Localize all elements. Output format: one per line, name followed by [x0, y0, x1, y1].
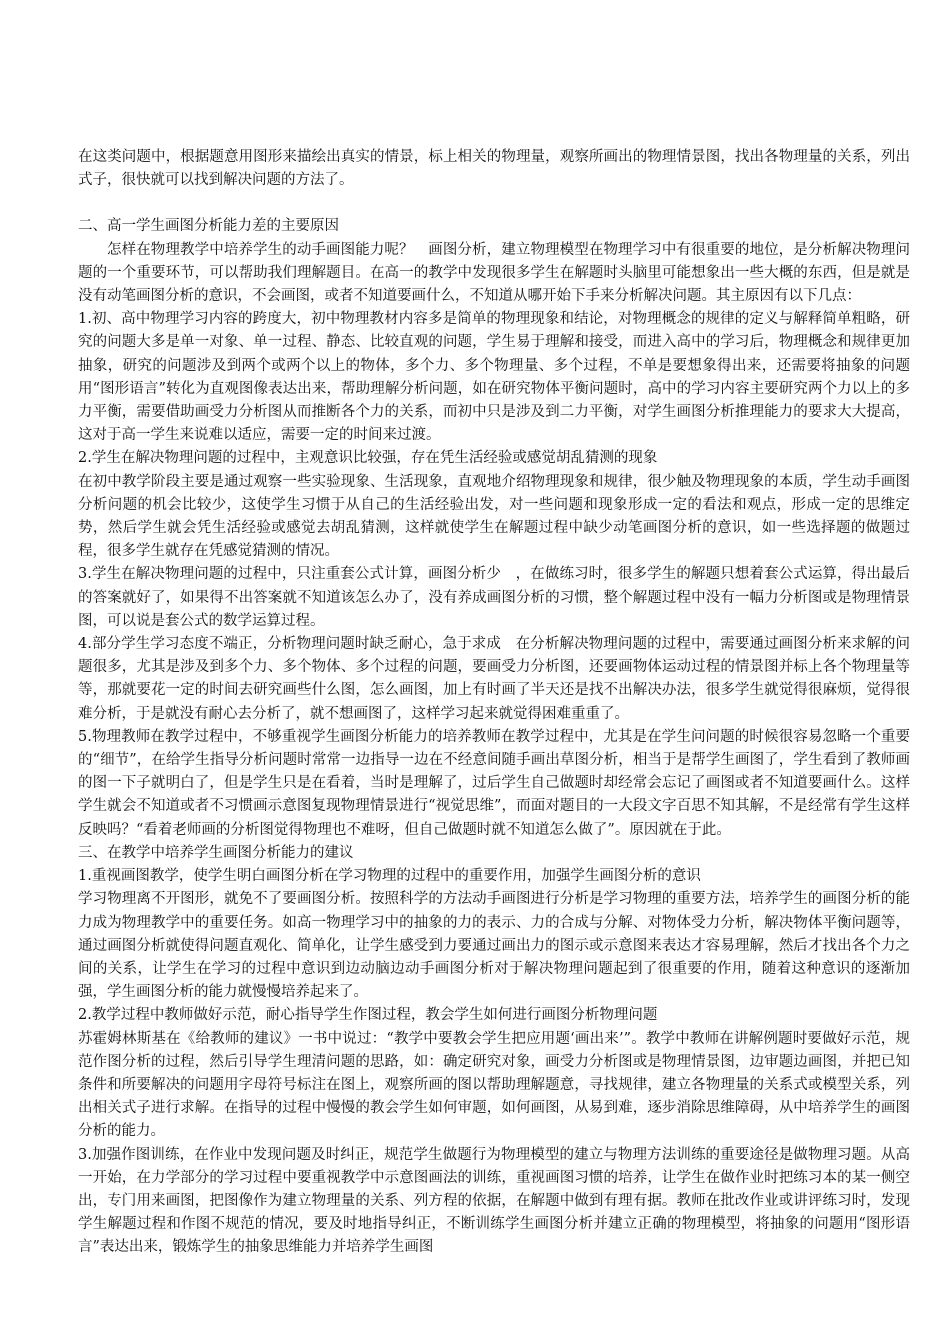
paragraph-section-2-intro: 怎样在物理教学中培养学生的动手画图能力呢？ 画图分析，建立物理模型在物理学习中有很重要的地位，是分析解决物理问题的一个重要环节，可以帮助我们理解题目。在高一的教学中发现很多学生在解题时头脑里可能想象出一些大概的东西，但是就是没有动笔画图分析的意识，不会画图，或者不知道要画什么，不知道从哪开始下手来分析解决问题。其主原因有以下几点： [78, 241, 910, 305]
paragraph-suggestion-1-body: 学习物理离不开图形，就免不了要画图分析。按照科学的方法动手画图进行分析是学习物理的重要方法，培养学生的画图分析的能力成为物理教学中的重要任务。如高一物理学习中的抽象的力的表示、力的合成与分解、对物体受力分析，解决物体平衡问题等，通过画图分析就使得问题直观化、简单化，让学生感受到力要通过画出力的图示或示意图来表达才容易理解，然后才找出各个力之间的关系，让学生在学习的过程中意识到边动脑边动手画图分析对于解决物理问题起到了很重要的作用，随着这种意识的逐渐加强，学生画图分析的能力就慢慢培养起来了。 [78, 891, 910, 1001]
paragraph-suggestion-2-title: 2.教学过程中教师做好示范，耐心指导学生作图过程，教会学生如何进行画图分析物理问题 [78, 1007, 658, 1024]
blank-line [78, 192, 910, 215]
document-body [78, 146, 910, 1260]
paragraph-reason-2-body: 在初中教学阶段主要是通过观察一些实验现象、生活现象，直观地介绍物理现象和规律，很少触及物理现象的本质，学生动手画图分析问题的机会比较少，这使学生习惯于从自己的生活经验出发，对一些问题和现象形成一定的看法和观点，形成一定的思维定势，然后学生就会凭生活经验或感觉去胡乱猜测，这样就使学生在解题过程中缺少动笔画图分析的意识，如一些选择题的做题过程，很多学生就存在凭感觉猜测的情况。 [78, 473, 910, 560]
section-heading-3: 三、在教学中培养学生画图分析能力的建议 [78, 844, 354, 861]
paragraph-reason-1: 1.初、高中物理学习内容的跨度大，初中物理教材内容多是简单的物理现象和结论，对物理概念的规律的定义与解释简单粗略，研究的问题大多是单一对象、单一过程、静态、比较直观的问题，学生易于理解和接受，而进入高中的学习后，物理概念和规律更加抽象，研究的问题涉及到两个或两个以上的物体，多个力、多个物理量、多个过程，不单是要想象得出来，还需要将抽象的问题用“图形语言”转化为直观图像表达出来，帮助理解分析问题，如在研究物体平衡问题时，高中的学习内容主要研究两个力以上的多力平衡，需要借助画受力分析图从而推断各个力的关系，而初中只是涉及到二力平衡，对学生画图分析推理能力的要求大大提高，这对于高一学生来说难以适应，需要一定的时间来过渡。 [78, 311, 910, 444]
paragraph-reason-3: 3.学生在解决物理问题的过程中，只注重套公式计算，画图分析少 ，在做练习时，很多学生的解题只想着套公式运算，得出最后的答案就好了，如果得不出答案就不知道该怎么办了，没有养成画图分析的习惯，整个解题过程中没有一幅力分析图或是物理情景图，可以说是套公式的数学运算过程。 [78, 566, 910, 629]
paragraph-suggestion-2-body: 苏霍姆林斯基在《给教师的建议》一书中说过：“教学中要教会学生把应用题‘画出来’”。教学中教师在讲解例题时要做好示范，规范作图分析的过程，然后引导学生理清问题的思路，如：确定研究对象，画受力分析图或是物理情景图，边审题边画图，并把已知条件和所要解决的问题用字母符号标注在图上，观察所画的图以帮助理解题意，寻找规律，建立各物理量的关系式或模型关系，列出相关式子进行求解。在指导的过程中慢慢的教会学生如何审题，如何画图，从易到难，逐步消除思维障碍，从中培养学生的画图分析的能力。 [78, 1030, 910, 1140]
section-heading-2: 二、高一学生画图分析能力差的主要原因 [78, 218, 339, 235]
paragraph-intro: 在这类问题中，根据题意用图形来描绘出真实的情景，标上相关的物理量，观察所画出的物理情景图，找出各物理量的关系，列出式子，很快就可以找到解决问题的方法了。 [78, 149, 910, 189]
paragraph-suggestion-3: 3.加强作图训练，在作业中发现问题及时纠正，规范学生做题行为物理模型的建立与物理方法训练的重要途径是做物理习题。从高一开始，在力学部分的学习过程中要重视教学中示意图画法的训练，重视画图习惯的培养，让学生在做作业时把练习本的某一侧空出，专门用来画图，把图像作为建立物理量的关系、列方程的依据，在解题中做到有理有据。教师在批改作业或讲评练习时，发现学生解题过程和作图不规范的情况，要及时地指导纠正，不断训练学生画图分析并建立正确的物理模型，将抽象的问题用“图形语言”表达出来，锻炼学生的抽象思维能力并培养学生画图 [78, 1146, 910, 1256]
paragraph-suggestion-1-title: 1.重视画图教学，使学生明白画图分析在学习物理的过程中的重要作用，加强学生画图分析的意识 [78, 868, 701, 885]
paragraph-reason-2-title: 2.学生在解决物理问题的过程中，主观意识比较强，存在凭生活经验或感觉胡乱猜测的现象 [78, 450, 658, 467]
paragraph-reason-4: 4.部分学生学习态度不端正，分析物理问题时缺乏耐心，急于求成 在分析解决物理问题的过程中，需要通过画图分析来求解的问题很多，尤其是涉及到多个力、多个物体、多个过程的问题，要画受力分析图，还要画物体运动过程的情景图并标上各个物理量等等，那就要花一定的时间去研究画些什么图，怎么画图，加上有时画了半天还是找不出解决办法，很多学生就觉得很麻烦，觉得很难分析，于是就没有耐心去分析了，就不想画图了，这样学习起来就觉得困难重重了。 [78, 636, 910, 722]
paragraph-reason-5: 5.物理教师在教学过程中，不够重视学生画图分析能力的培养教师在教学过程中，尤其是在学生问问题的时候很容易忽略一个重要的“细节”，在给学生指导分析问题时常常一边指导一边在不经意间随手画出草图分析，相当于是帮学生画图了，学生看到了教师画的图一下子就明白了，但是学生只是在看着，当时是理解了，过后学生自己做题时却经常会忘记了画图或者不知道要画什么。这样学生就会不知道或者不习惯画示意图复现物理情景进行“视觉思维”，而面对题目的一大段文字百思不知其解，不是经常有学生这样反映吗？“看着老师画的分析图觉得物理也不难呀，但自己做题时就不知道怎么做了”。原因就在于此。 [78, 728, 910, 838]
